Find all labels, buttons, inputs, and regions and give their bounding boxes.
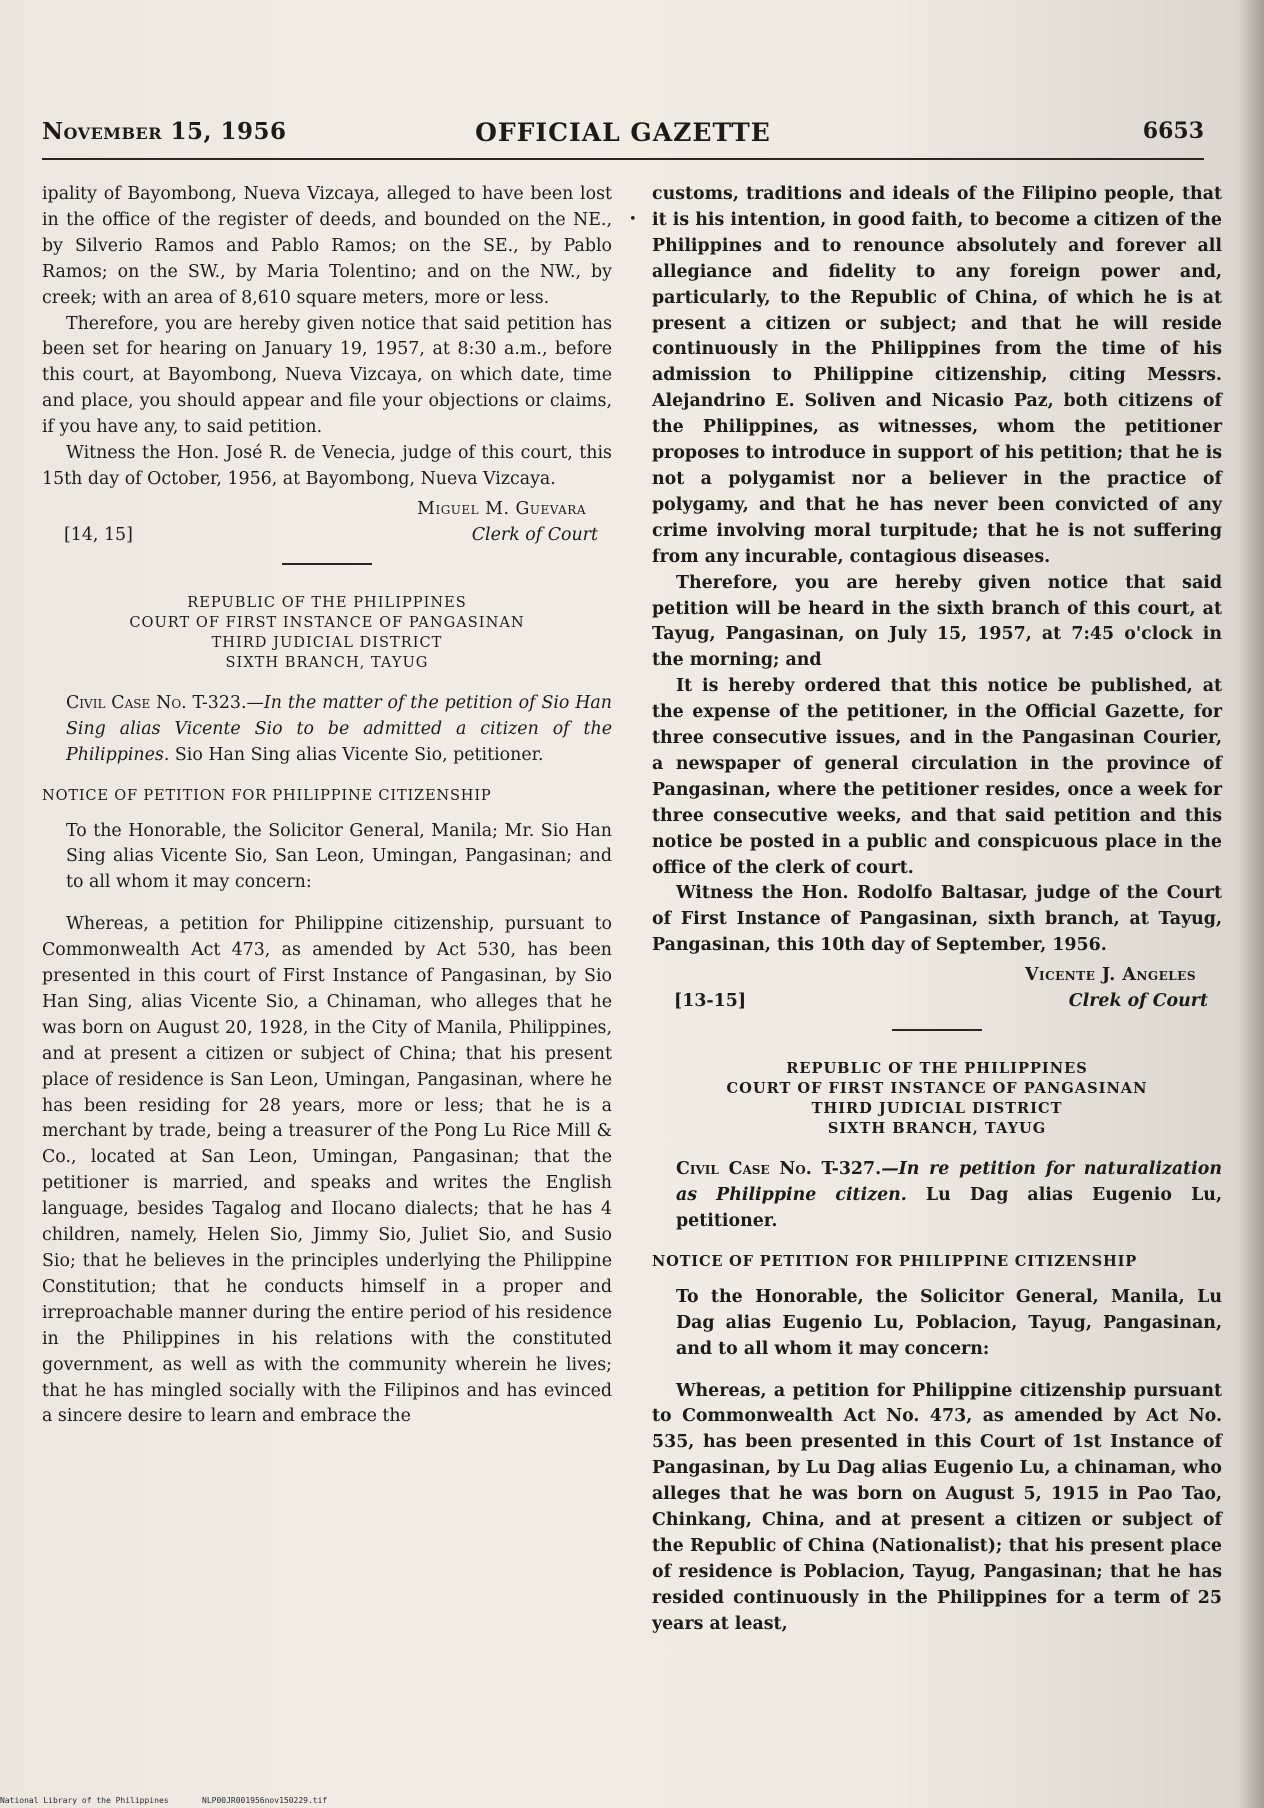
court-heading-line: COURT OF FIRST INSTANCE OF PANGASINAN	[129, 613, 525, 631]
notice-title: NOTICE OF PETITION FOR PHILIPPINE CITIZENSHIP	[652, 1252, 1137, 1270]
right-para-2: Therefore, you are hereby given notice that said petition will be heard in the sixth branch of this court, at Tayug, Pangasinan, on July 15, 1957, at 7:45 o'clock in the morning; and	[652, 572, 1222, 671]
notice-address: To the Honorable, the Solicitor General, Manila; Mr. Sio Han Sing alias Vicente Sio, San Leon, Umingan, Pangasinan; and to all whom it may concern:	[66, 820, 612, 893]
whereas-paragraph: Whereas, a petition for Philippine citizenship, pursuant to Commonwealth Act 473, as amended by Act 530, has been presented in this court of First Instance of Pangasinan, by Sio Han Sing, alias Vicente Sio, a Chinaman, who alleges that he was born on August 20, 1928, in the City of Manila, Philippines, and at present a citizen or subject of China; that his present place of residence is San Leon, Umingan, Pangasinan, where he has been residing for 28 years, more or less; that he is a merchant by trade, being a treasurer of the Pong Lu Rice Mill & Co., located at San Leon, Umingan, Pangasinan; that the petitioner is married, and speaks and writes the English language, besides Tagalog and Ilocano dialects; that he has 4 children, namely, Helen Sio, Jimmy Sio, Juliet Sio, and Susio Sio; that he believes in the principles underlying the Philippine Constitution; that he conducts himself in a proper and irreproachable manner during the entire period of his residence in the Philippines in his relations with the constituted government, as well as with the community wherein he lives; that he has mingled socially with the Filipinos and has evinced a sincere desire to learn and embrace the	[42, 914, 612, 1427]
left-para-2: Therefore, you are hereby given notice that said petition has been set for hearing on January 19, 1957, at 8:30 a.m., before this court, at Bayombong, Nueva Vizcaya, on which date, time and place, you should appear and file your objections or claims, if you have any, to said petition.	[42, 313, 612, 438]
left-signature	[42, 493, 612, 545]
left-column	[42, 182, 612, 1430]
court-heading-line: REPUBLIC OF THE PHILIPPINES	[187, 593, 467, 611]
publication-title: OFFICIAL GAZETTE	[475, 118, 771, 147]
notice-title: NOTICE OF PETITION FOR PHILIPPINE CITIZENSHIP	[42, 786, 492, 804]
signatory-name: Vicente J. Angeles	[1025, 965, 1196, 986]
case-caption	[652, 1157, 1222, 1235]
left-para-3: Witness the Hon. José R. de Venecia, judge of this court, this 15th day of October, 1956, at Bayombong, Nueva Vizcaya.	[42, 443, 612, 489]
court-heading-line: THIRD JUDICIAL DISTRICT	[811, 1100, 1063, 1118]
notice-address: To the Honorable, the Solicitor General, Manila, Lu Dag alias Eugenio Lu, Poblacion, Tayug, Pangasinan, and to all whom it may concern:	[676, 1286, 1222, 1359]
ink-speck: •	[629, 212, 637, 227]
page-number: 6653	[1142, 118, 1204, 144]
case-petitioner: Sio Han Sing alias Vicente Sio, petitioner.	[174, 744, 544, 765]
right-para-1: customs, traditions and ideals of the Filipino people, that it is his intention, in good faith, to become a citizen of the Philippines and to renounce absolutely and forever all allegiance and fidelity to any foreign power and, particularly, to the Republic of China, of which he is at present a citizen or subject; and that he will reside continuously in the Philippines from the time of his admission to Philippine citizenship, citing Messrs. Alejandrino E. Soliven and Nicasio Paz, both citizens of the Philippines, as witnesses, whom the petitioner proposes to introduce in support of his petition; that he is not a polygamist nor a believer in the practice of polygamy, and that he has never been convicted of any crime involving moral turpitude; that he is not suffering from any incurable, contagious diseases.	[652, 184, 1222, 567]
court-heading-line: SIXTH BRANCH, TAYUG	[827, 1120, 1047, 1138]
signatory-role: Clrek of Court	[1068, 991, 1208, 1012]
right-column	[652, 182, 1222, 1638]
scan-filename: NLP00JR001956nov150229.tif	[202, 1796, 328, 1805]
scan-footer	[0, 1794, 700, 1808]
right-signature	[652, 959, 1222, 1011]
case-number: Civil Case No. T-327.	[676, 1159, 882, 1180]
court-heading-line: THIRD JUDICIAL DISTRICT	[211, 633, 443, 651]
library-credit: National Library of the Philippines	[0, 1796, 169, 1805]
court-heading-line: SIXTH BRANCH, TAYUG	[225, 653, 429, 671]
left-para-1: ipality of Bayombong, Nueva Vizcaya, alleged to have been lost in the office of the register of deeds, and bounded on the NE., by Silverio Ramos and Pablo Ramos; on the SE., by Pablo Ramos; on the SW., by Maria Tolentino; and on the NW., by creek; with an area of 8,610 square meters, more or less.	[42, 184, 612, 308]
case-matter: —In re petition for naturalization as Philippine citizen.	[676, 1159, 1222, 1206]
issue-reference: [14, 15]	[64, 524, 133, 545]
court-heading	[652, 1059, 1222, 1139]
header-date: November 15, 1956	[42, 118, 287, 145]
court-heading-line: REPUBLIC OF THE PHILIPPINES	[786, 1060, 1088, 1078]
whereas-paragraph: Whereas, a petition for Philippine citizenship pursuant to Commonwealth Act No. 473, as amended by Act No. 535, has been presented in this Court of 1st Instance of Pangasinan, by Lu Dag alias Eugenio Lu, a chinaman, who alleges that he was born on August 5, 1915 in Pao Tao, Chinkang, China, and at present a citizen or subject of the Republic of China (Nationalist); that his present place of residence is Poblacion, Tayug, Pangasinan; that he has resided continuously in the Philippines for a term of 25 years at least,	[652, 1380, 1222, 1634]
page-spine-shadow	[1238, 0, 1264, 1808]
court-heading-line: COURT OF FIRST INSTANCE OF PANGASINAN	[726, 1080, 1148, 1098]
signatory-role: Clerk of Court	[471, 524, 598, 545]
right-para-3: It is hereby ordered that this notice be published, at the expense of the petitioner, in the Official Gazette, for three consecutive issues, and in the Pangasinan Courier, a newspaper of general circulation in the province of Pangasinan, where the petitioner resides, once a week for three consecutive weeks, and that said petition and this notice be posted in a public and conspicuous place in the office of the clerk of court.	[652, 676, 1222, 878]
right-para-4: Witness the Hon. Rodolfo Baltasar, judge of the Court of First Instance of Pangasinan, sixth branch, at Tayug, Pangasinan, this 10th day of September, 1956.	[652, 883, 1222, 956]
case-matter: —In the matter of the petition of Sio Han Sing alias Vicente Sio to be admitted a citizen of the Philippines.	[66, 692, 612, 765]
court-heading	[42, 593, 612, 673]
case-number: Civil Case No. T-323.	[66, 692, 247, 713]
section-divider	[282, 563, 372, 565]
signatory-name: Miguel M. Guevara	[417, 498, 586, 519]
case-caption	[42, 691, 612, 769]
section-divider	[892, 1029, 982, 1031]
page-header	[42, 118, 1204, 154]
issue-reference: [13-15]	[674, 991, 747, 1012]
case-petitioner: Lu Dag alias Eugenio Lu, petitioner.	[676, 1185, 1222, 1231]
header-rule	[42, 158, 1204, 160]
